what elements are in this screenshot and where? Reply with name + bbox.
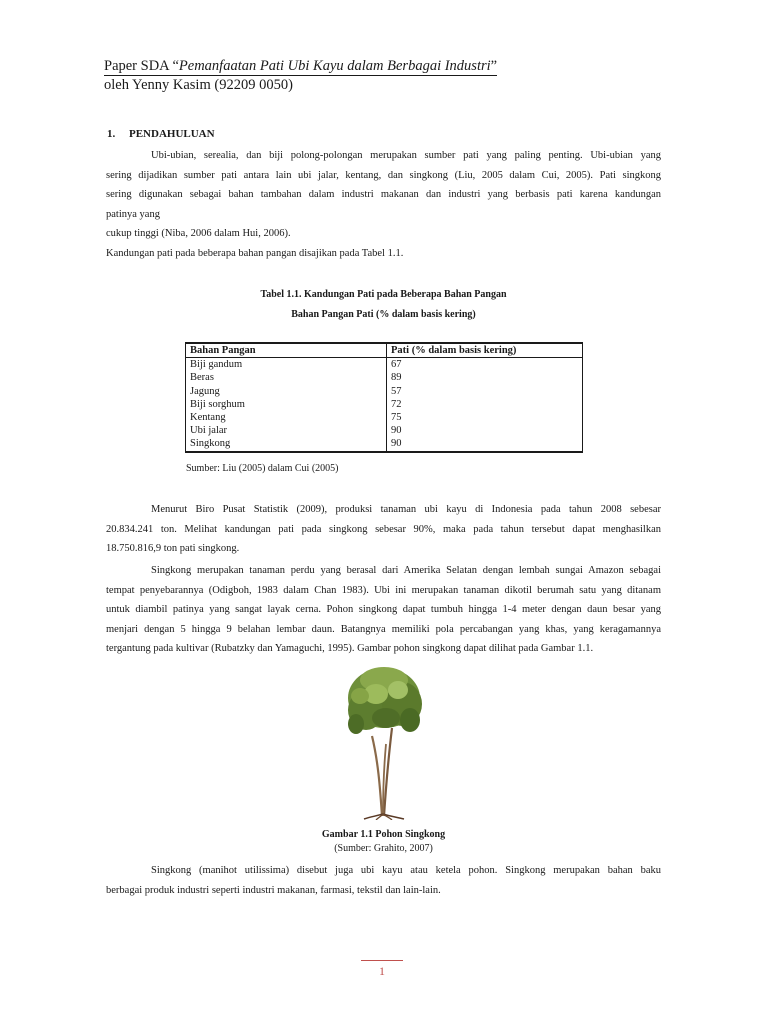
table-header-row (186, 343, 583, 358)
paragraph-line: Singkong merupakan tanaman perdu yang berasal dari Amerika Selatan dengan lembah sungai Amazon sebagai (151, 565, 661, 576)
closing-paragraph (106, 861, 661, 900)
cassava-tree-image (342, 666, 427, 820)
paragraph-line: Singkong (manihot utilissima) disebut juga ubi kayu atau ketela pohon. Singkong merupakan bahan baku (151, 865, 661, 876)
author-line: oleh Yenny Kasim (92209 0050) (104, 77, 293, 93)
table-cell: Singkong (186, 437, 387, 451)
table-subcaption: Bahan Pangan Pati (% dalam basis kering) (291, 309, 476, 320)
table-row (186, 371, 583, 384)
paragraph-line: 18.750.816,9 ton pati singkong. (106, 543, 240, 554)
table-row (186, 358, 583, 372)
page-number: 1 (379, 964, 385, 978)
table-cell: 72 (391, 398, 402, 410)
table-cell: 89 (391, 372, 402, 384)
paragraph-line: berbagai produk industri seperti industri makanan, farmasi, tekstil dan lain-lain. (106, 884, 441, 896)
page-number-divider (361, 960, 403, 961)
paragraph-line: tempat penyebarannya (Odigboh, 1983 dalam Chan 1983). Ubi ini merupakan tanaman dikotil berumah satu yang ditanam (106, 584, 661, 596)
table-cell: 57 (391, 385, 402, 397)
table-cell: Kentang (186, 411, 387, 424)
paragraph-line: tergantung pada kultivar (Rubatzky dan Yamaguchi, 1995). Gambar pohon singkong dapat dilihat pada Gambar 1.1. (106, 643, 594, 654)
paragraph-line: sering digunakan sebagai bahan tambahan dalam industri makanan dan industri yang berbasis pati karena kandungan (106, 189, 661, 200)
paragraph-line: Kandungan pati pada beberapa bahan pangan disajikan pada Tabel 1.1. (106, 247, 404, 259)
figure-caption: Gambar 1.1 Pohon Singkong (321, 829, 446, 840)
paragraph-line: Ubi-ubian, serealia, dan biji polong-polongan merupakan sumber pati yang paling penting. Ubi-ubian yang (151, 150, 661, 161)
production-paragraph (106, 500, 661, 559)
column-header: Pati (% dalam basis kering) (387, 343, 583, 358)
table-cell: Ubi jalar (186, 424, 387, 437)
table-cell: 90 (391, 425, 402, 437)
table-row (186, 437, 583, 451)
table-row (186, 424, 583, 437)
paragraph-line: Menurut Biro Pusat Statistik (2009), produksi tanaman ubi kayu di Indonesia pada tahun 2008 sebesar (151, 504, 661, 515)
paragraph-line: menjari dengan 5 hingga 9 belahan lembar daun. Batangnya memiliki pola percabangan yang khas, yang keragamannya (106, 623, 661, 635)
section-title: PENDAHULUAN (129, 128, 215, 140)
figure-source: (Sumber: Grahito, 2007) (334, 843, 433, 854)
description-paragraph (106, 561, 661, 659)
paper-title-line (104, 58, 497, 76)
table-cell: Biji sorghum (186, 398, 387, 411)
table-cell: Beras (186, 371, 387, 384)
paper-title: Pemanfaatan Pati Ubi Kayu dalam Berbagai Industri (178, 58, 491, 74)
column-header: Bahan Pangan (186, 343, 387, 358)
table-caption: Tabel 1.1. Kandungan Pati pada Beberapa Bahan Pangan (260, 289, 507, 300)
section-heading (107, 128, 215, 140)
table-row (186, 398, 583, 411)
table-source: Sumber: Liu (2005) dalam Cui (2005) (186, 463, 339, 474)
table-cell: 90 (391, 438, 402, 450)
paragraph-line: sering dijadikan sumber pati antara lain ubi jalar, kentang, dan singkong (Liu, 2005 dalam Cui, 2005). Pati singkong (106, 169, 661, 181)
paragraph-line: 20.834.241 ton. Melihat kandungan pati pada singkong sebesar 90%, maka pada tahun tersebut dapat menghasilkan (106, 523, 661, 535)
paper-title-suffix: ” (490, 58, 498, 74)
table-cell: 75 (391, 412, 402, 424)
intro-paragraph (106, 146, 661, 263)
paragraph-line: cukup tinggi (Niba, 2006 dalam Hui, 2006). (106, 228, 291, 239)
section-number: 1. (107, 128, 116, 140)
table-row (186, 411, 583, 424)
paper-title-prefix: Paper SDA “ (104, 58, 179, 74)
table-cell: Biji gandum (186, 358, 387, 372)
paragraph-line: untuk diambil patinya yang sangat layak cerna. Pohon singkong dapat tumbuh hingga 1-4 meter dengan daun besar yang (106, 604, 661, 615)
table-cell: 67 (391, 359, 402, 371)
table-cell: Jagung (186, 385, 387, 398)
table-row (186, 385, 583, 398)
starch-content-table (185, 342, 583, 453)
paragraph-line: patinya yang (106, 208, 160, 220)
